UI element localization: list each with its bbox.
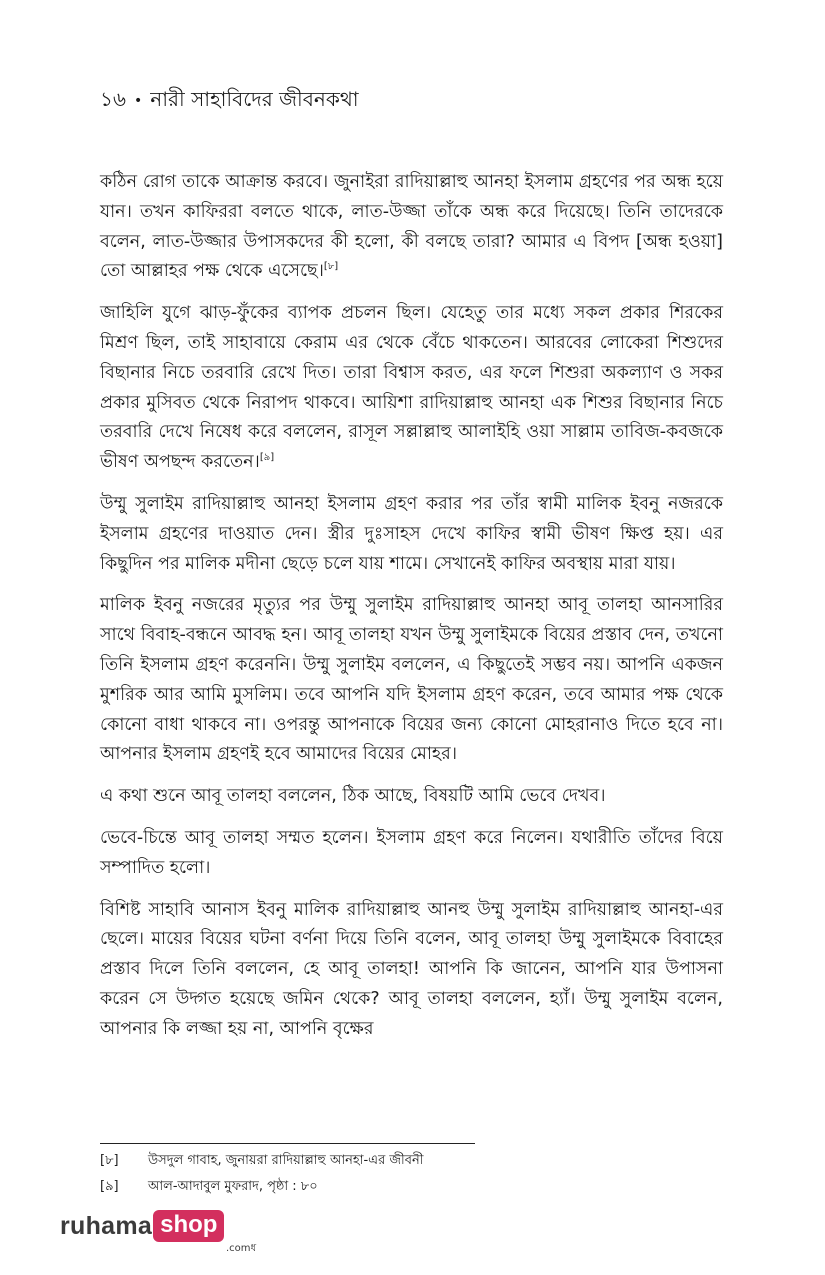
logo-text: ruhama: [60, 1211, 153, 1240]
footnote-ref[interactable]: [৯]: [259, 452, 275, 464]
footnote-mark: [৮]: [100, 1153, 119, 1168]
paragraph: এ কথা শুনে আবূ তালহা বললেন, ঠিক আছে, বিষয়টি আমি ভেবে দেখব।: [100, 786, 606, 807]
watermark-logo: [60, 1210, 257, 1254]
paragraph: জাহিলি যুগে ঝাড়-ফুঁকের ব্যাপক প্রচলন ছিল। যেহেতু তার মধ্যে সকল প্রকার শিরকের মিশ্রণ ছিল, তাই সাহাবায়ে কেরাম এর থেকে বেঁচে থাকতেন। আরবের লোকেরা শিশুদের বিছানার নিচে তরবারি রেখে দিত। তারা বিশ্বাস করত, এর ফলে শিশুরা অকল্যাণ ও সকর প্রকার মুসিবত থেকে নিরাপদ থাকবে। আয়িশা রাদিয়াল্লাহু আনহা এক শিশুর বিছানার নিচে তরবারি দেখে নিষেধ করে বললেন, রাসূল সল্লাল্লাহু আলাইহি ওয়া সাল্লাম তাবিজ-কবজকে ভীষণ অপছন্দ করতেন।[৯]: [100, 303, 723, 473]
footnote: [100, 1148, 723, 1174]
logo-domain: .comধ: [226, 1243, 257, 1254]
book-title: নারী সাহাবিদের জীবনকথা: [150, 87, 359, 111]
footnote-divider: [100, 1143, 475, 1144]
paragraph: মালিক ইবনু নজরের মৃত্যুর পর উম্মু সুলাইম রাদিয়াল্লাহু আনহা আবূ তালহা আনসারির সাথে বিবাহ-বন্ধনে আবদ্ধ হন। আবূ তালহা যখন উম্মু সুলাইমকে বিয়ের প্রস্তাব দেন, তখনো তিনি ইসলাম গ্রহণ করেননি। উম্মু সুলাইম বললেন, এ কিছুতেই সম্ভব নয়। আপনি একজন মুশরিক আর আমি মুসলিম। তবে আপনি যদি ইসলাম গ্রহণ করেন, তবে আমার পক্ষ থেকে কোনো বাধা থাকবে না। ওপরন্তু আপনাকে বিয়ের জন্য কোনো মোহরানাও দিতে হবে না। আপনার ইসলাম গ্রহণই হবে আমাদের বিয়ের মোহর।: [100, 595, 723, 765]
header-separator: •: [133, 92, 143, 109]
logo-badge: shop: [153, 1210, 224, 1242]
footnote-mark: [৯]: [100, 1179, 119, 1194]
paragraph: ভেবে-চিন্তে আবূ তালহা সম্মত হলেন। ইসলাম গ্রহণ করে নিলেন। যথারীতি তাঁদের বিয়ে সম্পাদিত হলো।: [100, 827, 723, 878]
footnotes: [100, 1148, 723, 1200]
footnote-ref[interactable]: [৮]: [323, 261, 339, 273]
paragraph: বিশিষ্ট সাহাবি আনাস ইবনু মালিক রাদিয়াল্লাহু আনহু উম্মু সুলাইম রাদিয়াল্লাহু আনহা-এর ছেলে। মায়ের বিয়ের ঘটনা বর্ণনা দিয়ে তিনি বলেন, আবূ তালহা উম্মু সুলাইমকে বিবাহের প্রস্তাব দিলে তিনি বললেন, হে আবূ তালহা! আপনি কি জানেন, আপনি যার উপাসনা করেন সে উদ্গত হয়েছে জমিন থেকে? আবূ তালহা বললেন, হ্যাঁ। উম্মু সুলাইম বলেন, আপনার কি লজ্জা হয় না, আপনি বৃক্ষের: [100, 899, 723, 1039]
footnote: [100, 1174, 723, 1200]
footnote-text: আল-আদাবুল মুফরাদ, পৃষ্ঠা : ৮০: [148, 1179, 318, 1194]
page-number: ১৬: [100, 87, 126, 111]
page-body: [100, 168, 723, 1057]
paragraph: উম্মু সুলাইম রাদিয়াল্লাহু আনহা ইসলাম গ্রহণ করার পর তাঁর স্বামী মালিক ইবনু নজরকে ইসলাম গ্রহণের দাওয়াত দেন। স্ত্রীর দুঃসাহস দেখে কাফির স্বামী ভীষণ ক্ষিপ্ত হয়। এর কিছুদিন পর মালিক মদীনা ছেড়ে চলে যায় শামে। সেখানেই কাফির অবস্থায় মারা যায়।: [100, 493, 723, 574]
footnote-text: উসদুল গাবাহ, জুনায়রা রাদিয়াল্লাহু আনহা-এর জীবনী: [148, 1153, 424, 1168]
running-header: [100, 84, 740, 116]
paragraph: কঠিন রোগ তাকে আক্রান্ত করবে। জুনাইরা রাদিয়াল্লাহু আনহা ইসলাম গ্রহণের পর অন্ধ হয়ে যান। তখন কাফিররা বলতে থাকে, লাত-উজ্জা তাঁকে অন্ধ করে দিয়েছে। তিনি তাদেরকে বলেন, লাত-উজ্জার উপাসকদের কী হলো, কী বলছে তারা? আমার এ বিপদ [অন্ধ হওয়া] তো আল্লাহর পক্ষ থেকে এসেছে।[৮]: [100, 172, 723, 282]
